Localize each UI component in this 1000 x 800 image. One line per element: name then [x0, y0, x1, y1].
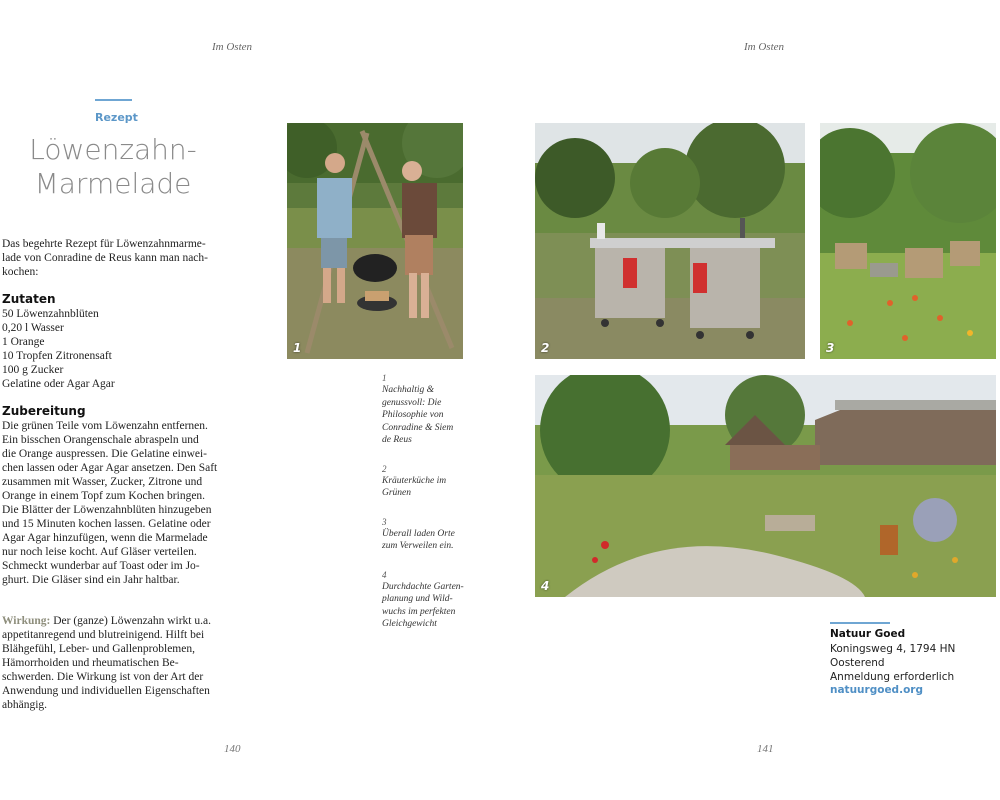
caption-text: [382, 528, 477, 553]
caption-number: 1: [382, 373, 387, 383]
ingredient-item: 50 Löwenzahnblüten: [2, 308, 99, 320]
ingredient-item: Gelatine oder Agar Agar: [2, 378, 115, 390]
caption-text: [382, 475, 477, 500]
caption-line: Durchdachte Garten-: [382, 581, 464, 592]
ingredients-list: [2, 307, 242, 391]
venue-name: Natuur Goed: [830, 628, 906, 640]
preparation-line: und 15 Minuten kochen lassen. Gelatine oder: [2, 518, 211, 530]
caption-line: wuchs im perfekten: [382, 606, 456, 617]
ingredients-heading: Zutaten: [2, 292, 56, 306]
caption-number: 4: [382, 569, 387, 580]
wirkung-line: Hämorrhoiden und rheumatischen Be-: [2, 657, 179, 669]
recipe-title-line-2: Marmelade: [34, 167, 192, 200]
caption-line: planung und Wild-: [382, 594, 453, 604]
venue-website-link[interactable]: natuurgoed.org: [830, 684, 923, 696]
caption-line: Überall laden Orte: [382, 528, 455, 539]
caption-line: Gleichgewicht: [382, 619, 437, 629]
intro-line: Das begehrte Rezept für Löwenzahnmarme-: [2, 238, 206, 250]
caption-text: [382, 581, 477, 631]
intro-line: lade von Conradine de Reus kann man nach-: [2, 252, 208, 264]
wirkung-line: Blähgefühl, Leber- und Gallenproblemen,: [2, 643, 195, 655]
venue-info: [830, 628, 1000, 696]
photo-outdoor-kitchen: [535, 123, 805, 359]
preparation-line: Agar Agar hinzufügen, wenn die Marmelade: [2, 532, 208, 544]
caption-number: 3: [382, 516, 387, 527]
preparation-line: Orange in einem Topf zum Kochen bringen.: [2, 490, 206, 502]
caption-line: Conradine & Siem: [382, 422, 454, 433]
caption-line: Nachhaltig &: [382, 385, 434, 395]
photo-number-1: 1: [293, 341, 302, 355]
photo-number-3: 3: [826, 341, 835, 355]
caption-line: Philosophie von: [382, 410, 444, 420]
preparation-heading: Zubereitung: [2, 404, 86, 418]
ingredient-item: 0,20 l Wasser: [2, 322, 64, 334]
ingredient-item: 100 g Zucker: [2, 364, 64, 376]
wirkung-line: schwerden. Die Wirkung ist von der Art der: [2, 671, 204, 683]
wirkung-line: appetitanregend und blutreinigend. Hilft bei: [2, 629, 205, 641]
wirkung-text: [2, 614, 247, 712]
page-number-left: 140: [224, 743, 241, 755]
intro-line: kochen:: [2, 266, 39, 278]
info-rule: [830, 622, 890, 624]
preparation-line: Die grünen Teile vom Löwenzahn entfernen.: [2, 420, 208, 432]
wirkung-line: Anwendung und individuellen Eigenschaften: [2, 685, 210, 697]
photo-number-2: 2: [541, 341, 550, 355]
caption-text: [382, 384, 477, 447]
preparation-line: chen lassen oder Agar Agar ansetzen. Den Saft: [2, 462, 218, 474]
recipe-title-line-1: Löwenzahn-: [29, 133, 197, 166]
caption-number: 2: [382, 463, 387, 474]
photo-garden-chairs: [820, 123, 996, 359]
photo-couple-cauldron: [287, 123, 463, 359]
venue-address: Koningsweg 4, 1794 HN Oosterend: [830, 643, 956, 669]
recipe-intro: [2, 237, 242, 279]
running-head-left: Im Osten: [212, 41, 253, 53]
preparation-line: zusammen mit Wasser, Zucker, Zitrone und: [2, 476, 203, 488]
photo-garden-panorama: [535, 375, 996, 597]
caption-line: de Reus: [382, 435, 412, 445]
wirkung-line: abhängig.: [2, 699, 48, 711]
recipe-kicker: Rezept: [95, 111, 138, 124]
kicker-rule: [95, 99, 132, 101]
captions: [382, 372, 477, 631]
wirkung-first-line: [2, 614, 247, 628]
photo-number-4: 4: [541, 579, 550, 593]
preparation-line: die Orange auspressen. Die Gelatine einwei-: [2, 448, 208, 460]
caption-line: genussvoll: Die: [382, 397, 442, 408]
caption-line: zum Verweilen ein.: [382, 541, 454, 551]
preparation-line: ghurt. Die Gläser sind ein Jahr haltbar.: [2, 574, 180, 586]
caption-line: Kräuterküche im: [382, 475, 447, 486]
preparation-line: Ein bisschen Orangenschale abraspeln und: [2, 434, 199, 446]
wirkung-first-text: Der (ganze) Löwenzahn wirkt u.a.: [50, 615, 211, 627]
recipe-title: [2, 133, 224, 201]
page-number-right: 141: [757, 743, 774, 755]
ingredient-item: 10 Tropfen Zitronensaft: [2, 350, 112, 362]
venue-note: Anmeldung erforderlich: [830, 671, 955, 683]
preparation-text: [2, 419, 247, 587]
wirkung-label: Wirkung:: [2, 615, 51, 627]
running-head-right: Im Osten: [744, 41, 785, 53]
caption-line: Grünen: [382, 488, 412, 498]
preparation-line: Schmeckt wunderbar auf Toast oder im Jo-: [2, 560, 200, 572]
preparation-line: nur noch leise kocht. Auf Gläser verteilen.: [2, 546, 197, 558]
preparation-line: Die Blätter der Löwenzahnblüten hinzugeben: [2, 504, 212, 516]
ingredient-item: 1 Orange: [2, 336, 45, 348]
